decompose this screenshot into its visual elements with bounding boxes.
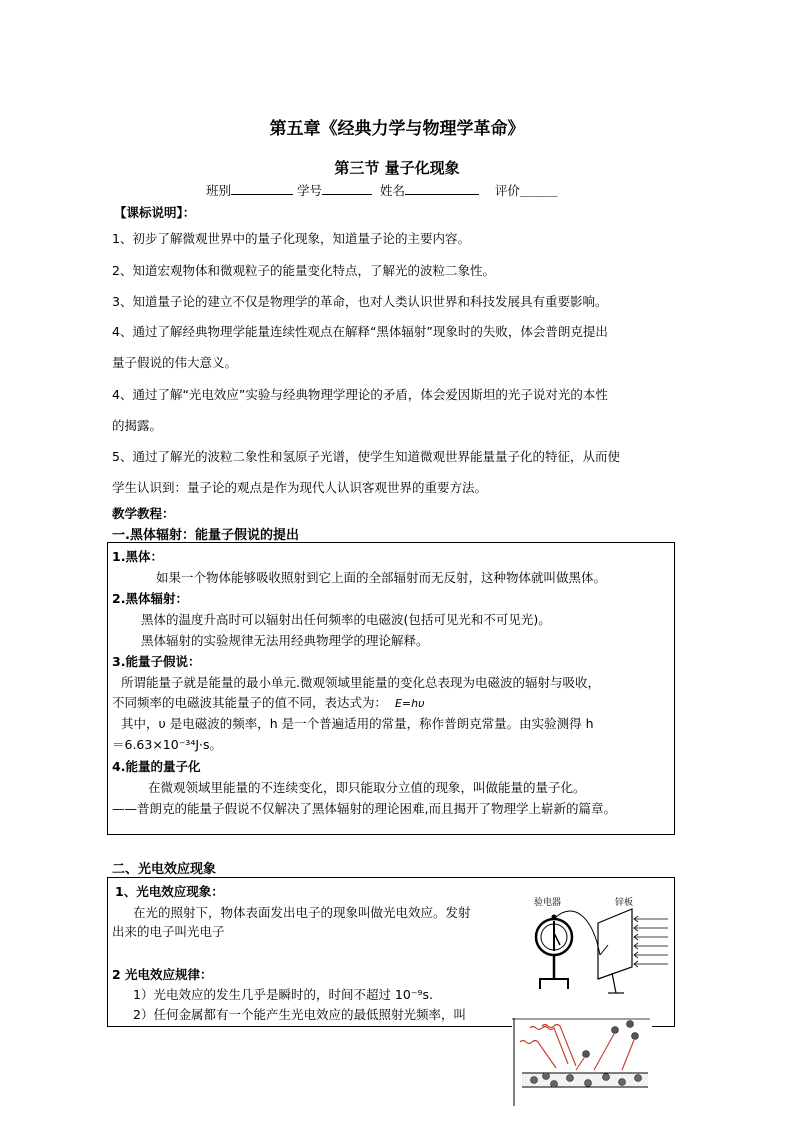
quantum-hypothesis-heading: 3.能量子假说：: [112, 654, 201, 669]
section-title: 第三节 量子化现象: [334, 159, 460, 177]
radiation-text: 黑体辐射的实验规律无法用经典物理学的理论解释。: [141, 633, 429, 648]
photoelectric-heading: 1、光电效应现象：: [115, 884, 224, 899]
section1-heading: 一.黑体辐射：能量子假说的提出: [112, 528, 299, 543]
name-label: 姓名: [379, 183, 405, 198]
blackbody-heading: 1.黑体：: [112, 549, 163, 564]
chapter-title: 第五章《经典力学与物理学革命》: [269, 119, 525, 139]
quantization-text: 在微观领域里能量的不连续变化，即只能取分立值的现象，叫做能量的量子化。: [148, 780, 586, 795]
photoelectric-law: 1）光电效应的发生几乎是瞬时的，时间不超过 10⁻⁹s.: [133, 987, 433, 1002]
radiation-text: 黑体的温度升高时可以辐射出任何频率的电磁波(包括可见光和不可见光)。: [141, 612, 551, 627]
eval-label: 评价＿＿＿: [494, 183, 558, 198]
photoelectric-law: 2）任何金属都有一个能产生光电效应的最低照射光频率，叫: [133, 1007, 466, 1022]
planck-formula: E=hυ: [394, 697, 425, 710]
standards-item: 5、通过了解光的波粒二象性和氢原子光谱，使学生知道微观世界能量量子化的特征，从而使: [112, 449, 620, 464]
id-blank[interactable]: [322, 182, 372, 195]
standards-item: 4、通过了解经典物理学能量连续性观点在解释“黑体辐射”现象时的失败，体会普朗克提出: [112, 324, 608, 339]
standards-heading: 【课标说明】：: [114, 205, 196, 220]
section2-heading: 二、光电效应现象: [112, 862, 217, 877]
quantum-hypothesis-text: 所谓能量子就是能量的最小单元.微观领域里能量的变化总表现为电磁波的辐射与吸收，: [121, 675, 600, 690]
student-info-line: [206, 181, 557, 199]
id-label: 学号: [297, 183, 323, 198]
planck-constant-text: 其中，υ 是电磁波的频率，h 是一个普遍适用的常量，称作普朗克常量。由实验测得 h: [121, 716, 594, 731]
class-label: 班别: [206, 183, 232, 198]
photoelectric-text: 在光的照射下，物体表面发出电子的现象叫做光电效应。发射: [133, 905, 471, 920]
photoelectric-laws-heading: 2 光电效应规律：: [112, 967, 213, 982]
quantum-hypothesis-text: [112, 693, 424, 711]
electroscope-figure: [512, 893, 672, 1008]
expression-text: 不同频率的电磁波其能量子的值不同，表达式为：: [112, 695, 388, 710]
planck-constant-value: ＝6.63×10⁻³⁴J·s。: [112, 737, 223, 752]
name-blank[interactable]: [405, 182, 479, 195]
class-blank[interactable]: [231, 182, 293, 195]
standards-item: 3、知道量子论的建立不仅是物理学的革命，也对人类认识世界和科技发展具有重要影响。: [112, 294, 608, 309]
electroscope-label: 验电器: [534, 898, 562, 908]
photoelectric-text: 出来的电子叫光电子: [112, 924, 225, 939]
standards-item: 1、初步了解微观世界中的量子化现象，知道量子论的主要内容。: [112, 231, 470, 246]
standards-item: 的揭露。: [112, 418, 163, 433]
standards-item: 学生认识到：量子论的观点是作为现代人认识客观世界的重要方法。: [112, 480, 488, 495]
standards-item: 4、通过了解“光电效应”实验与经典物理学理论的矛盾，体会爱因斯坦的光子说对光的本性: [112, 387, 608, 402]
blackbody-text: 如果一个物体能够吸收照射到它上面的全部辐射而无反射，这种物体就叫做黑体。: [156, 570, 607, 585]
radiation-heading: 2.黑体辐射：: [112, 591, 188, 606]
zinc-plate-label: 锌板: [615, 898, 634, 908]
standards-item: 量子假说的伟大意义。: [112, 355, 238, 370]
tutorial-heading: 教学教程：: [112, 506, 175, 521]
quantization-text: ——普朗克的能量子假说不仅解决了黑体辐射的理论困难,而且揭开了物理学上崭新的篇章。: [112, 801, 616, 816]
quantization-heading: 4.能量的量子化: [112, 759, 201, 774]
standards-item: 2、知道宏观物体和微观粒子的能量变化特点，了解光的波粒二象性。: [112, 263, 495, 278]
photoemission-figure: [512, 1018, 652, 1106]
